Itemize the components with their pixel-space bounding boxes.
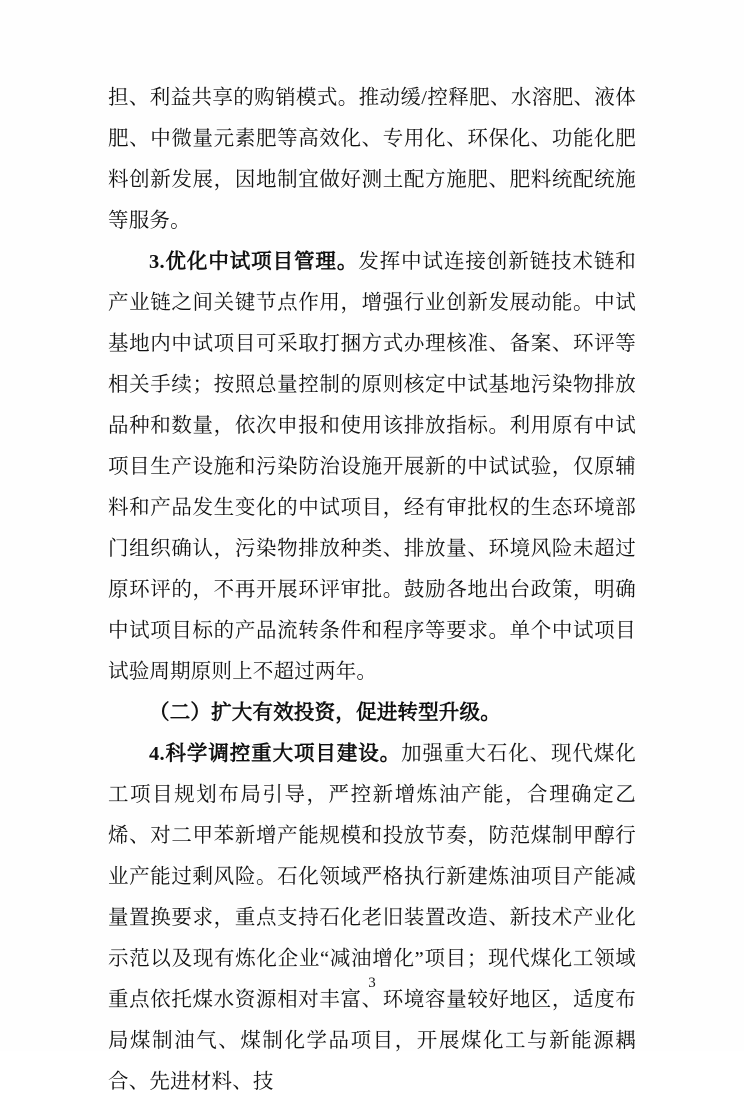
paragraph-continued-purchase-model <box>108 78 636 242</box>
paragraph-item-4-major-projects <box>108 734 636 1103</box>
document-body <box>108 78 636 1103</box>
paragraph-item-3-pilot-management <box>108 242 636 693</box>
paragraph-runin-heading: 3.优化中试项目管理。 <box>149 251 359 273</box>
page-number: 3 <box>368 975 376 991</box>
paragraph-runin-heading: 4.科学调控重大项目建设。 <box>149 743 402 765</box>
paragraph-section-2-heading <box>108 693 636 734</box>
paragraph-text: 发挥中试连接创新链技术链和产业链之间关键节点作用，增强行业创新发展动能。中试基地内中试项目可采取打捆方式办理核准、备案、环评等相关手续；按照总量控制的原则核定中试基地污染物排放品种和数量，依次申报和使用该排放指标。利用原有中试项目生产设施和污染防治设施开展新的中试试验，仅原辅料和产品发生变化的中试项目，经有审批权的生态环境部门组织确认，污染物排放种类、排放量、环境风险未超过原环评的，不再开展环评审批。鼓励各地出台政策，明确中试项目标的产品流转条件和程序等要求。单个中试项目试验周期原则上不超过两年。 <box>108 251 636 683</box>
paragraph-text: 加强重大石化、现代煤化工项目规划布局引导，严控新增炼油产能，合理确定乙烯、对二甲苯新增产能规模和投放节奏，防范煤制甲醇行业产能过剩风险。石化领域严格执行新建炼油项目产能减量置换要求，重点支持石化老旧装置改造、新技术产业化示范以及现有炼化企业“减油增化”项目；现代煤化工领域重点依托煤水资源相对丰富、环境容量较好地区，适度布局煤制油气、煤制化学品项目，开展煤化工与新能源耦合、先进材料、技 <box>108 743 636 1093</box>
section-heading-text: （二）扩大有效投资，促进转型升级。 <box>149 702 501 724</box>
paragraph-text: 担、利益共享的购销模式。推动缓/控释肥、水溶肥、液体肥、中微量元素肥等高效化、专用化、环保化、功能化肥料创新发展，因地制宜做好测土配方施肥、肥料统配统施等服务。 <box>108 87 636 232</box>
